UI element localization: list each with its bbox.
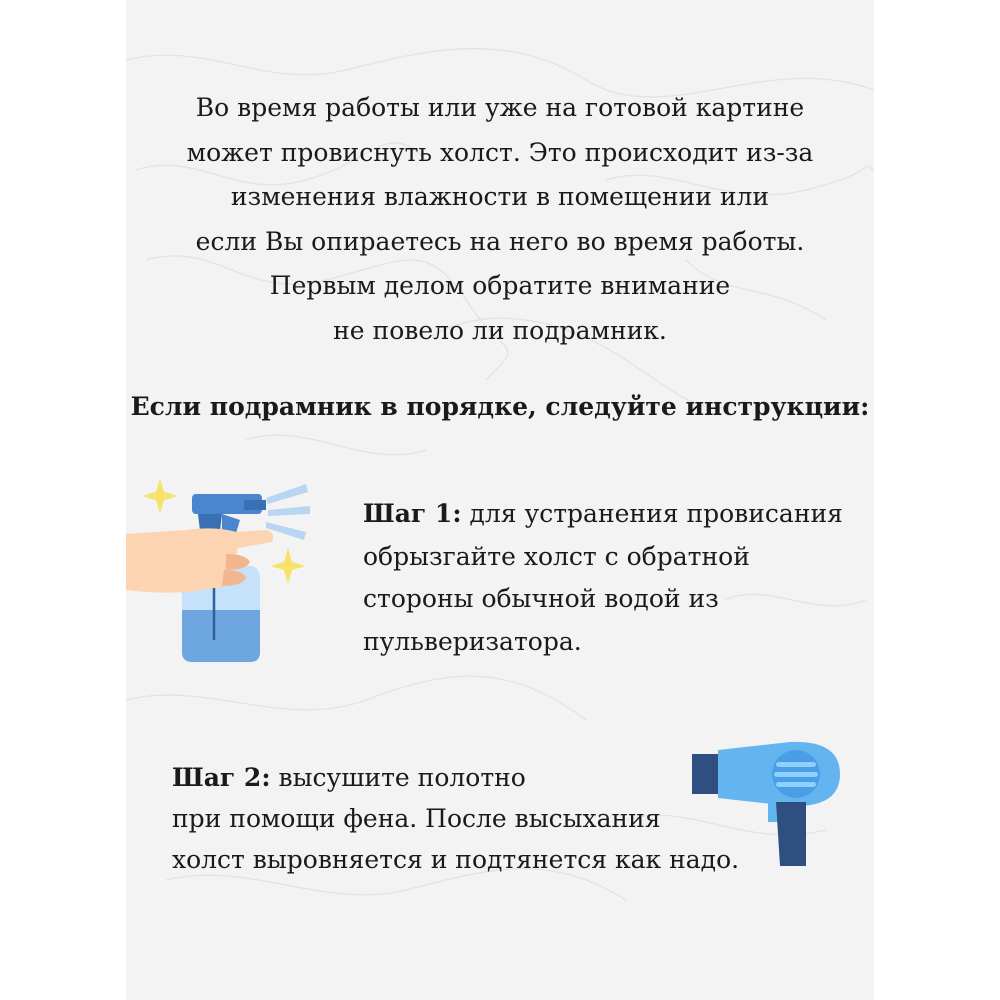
step-2-text: холст выровняется и подтянется как надо. bbox=[172, 845, 740, 874]
step-1-text: для устранения провисания bbox=[461, 499, 843, 528]
step-2-text: при помощи фена. После высыхания bbox=[172, 804, 661, 833]
step-1-text: обрызгайте холст с обратной bbox=[363, 541, 750, 571]
step-2-block bbox=[172, 757, 740, 880]
step-1-text: пульверизатора. bbox=[363, 626, 582, 656]
step-2-first-line bbox=[172, 757, 732, 798]
step-1-label: Шаг 1: bbox=[363, 499, 462, 528]
intro-line: не повело ли подрамник. bbox=[333, 315, 667, 345]
sparkle-icon bbox=[270, 548, 306, 584]
intro-line: изменения влажности в помещении или bbox=[230, 182, 770, 211]
step-1-block bbox=[363, 493, 863, 663]
step-2-label: Шаг 2: bbox=[172, 763, 271, 792]
instructions-heading: Если подрамник в порядке, следуйте инструкции: bbox=[130, 392, 870, 421]
spray-mist-icon bbox=[266, 484, 310, 540]
step-2-text: высушите полотно bbox=[270, 763, 526, 792]
intro-line: может провиснуть холст. Это происходит из-за bbox=[186, 137, 814, 167]
spray-bottle-icon bbox=[126, 470, 316, 670]
hair-dryer-icon bbox=[690, 740, 845, 870]
intro-line: Во время работы или уже на готовой картине bbox=[195, 93, 805, 122]
step-1-first-line bbox=[363, 493, 863, 536]
intro-line: если Вы опираетесь на него во время работы. bbox=[195, 226, 805, 256]
intro-line: Первым делом обратите внимание bbox=[269, 271, 731, 300]
step-1-text: стороны обычной водой из bbox=[363, 584, 719, 613]
intro-paragraph bbox=[126, 86, 874, 353]
sparkle-icon bbox=[142, 478, 178, 514]
